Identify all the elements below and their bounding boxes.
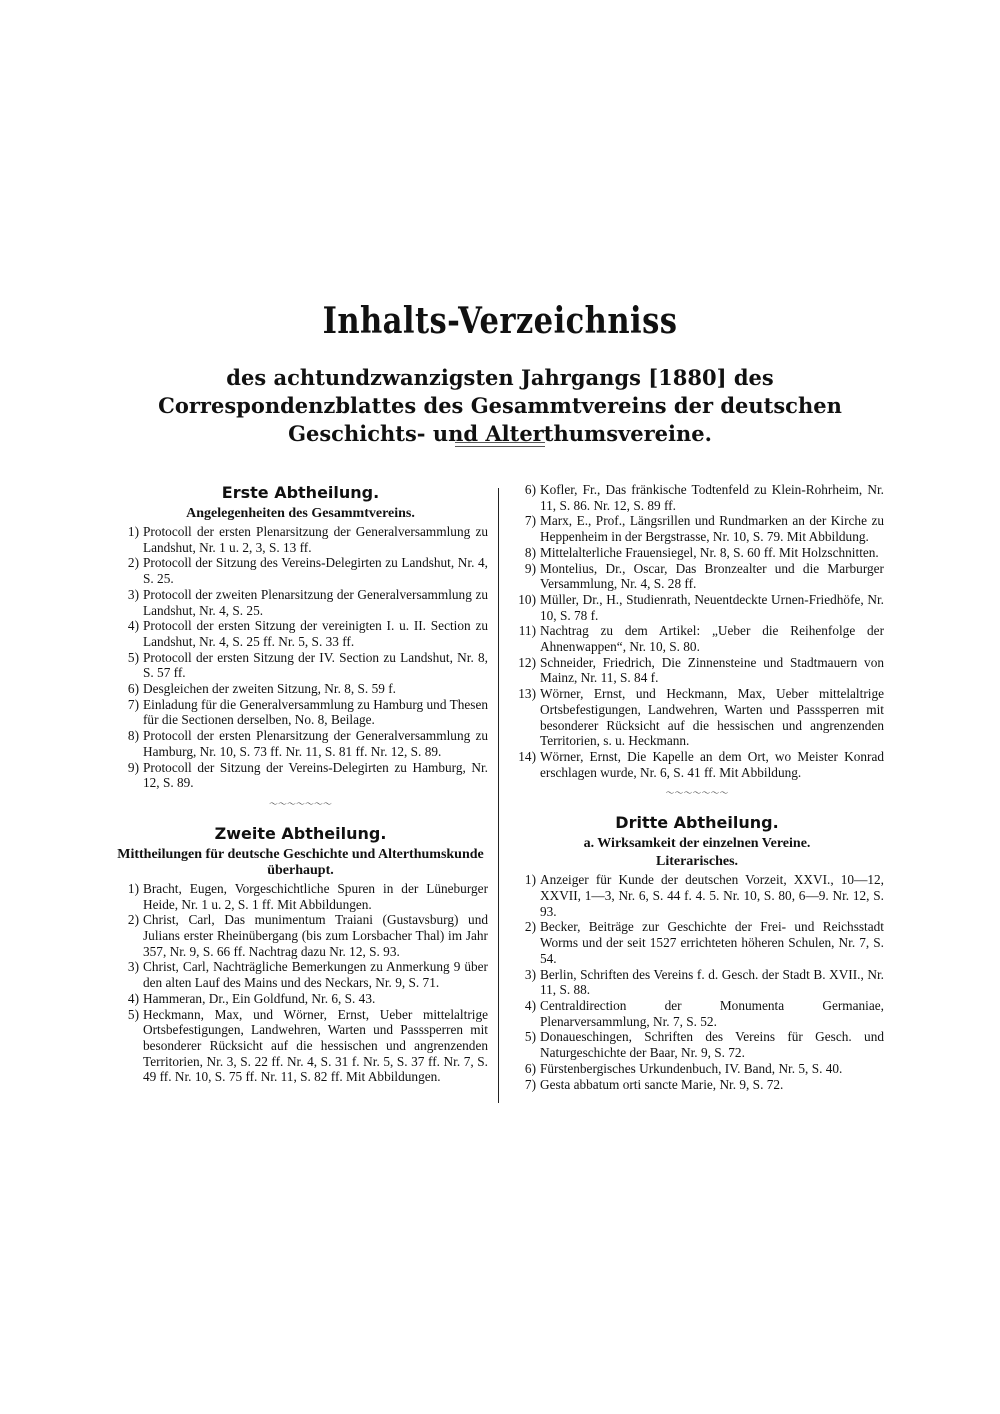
- entry-number: 1): [127, 524, 139, 539]
- entry-number: 8): [127, 728, 139, 744]
- entry-number: 5): [127, 649, 139, 665]
- entry-number: 4): [127, 990, 139, 1006]
- list-item: [113, 681, 488, 697]
- list-item: [510, 561, 884, 592]
- entry-text: Protocoll der ersten Plenarsitzung der Generalversammlung zu Landshut, Nr. 1 u. 2, 3, S. 13 ff.: [143, 524, 488, 555]
- list-item: [113, 959, 488, 990]
- section-ornament: ～～～～～～～: [665, 788, 729, 799]
- list-item: [113, 760, 488, 791]
- entry-number: 10): [518, 591, 536, 607]
- page-subtitle: des achtundzwanzigsten Jahrgangs [1880] des Correspondenzblattes des Gesammtvereins der deutschen Geschichts- und Alterthumsvereine.: [158, 365, 842, 446]
- section-subheading-erste: Angelegenheiten des Gesammtvereins.: [186, 506, 415, 521]
- entry-number: 1): [127, 880, 139, 896]
- section-heading-erste: Erste Abtheilung.: [221, 483, 380, 502]
- entry-text: Gesta abbatum orti sancte Marie, Nr. 9, S. 72.: [540, 1076, 784, 1092]
- entry-number: 3): [127, 959, 139, 975]
- entry-list-erste: [113, 524, 488, 791]
- entry-number: 3): [127, 586, 139, 602]
- title-divider: [455, 442, 545, 447]
- list-item: [510, 1029, 884, 1060]
- list-item: [113, 618, 488, 649]
- entry-text: Protocoll der ersten Sitzung der vereinigten I. u. II. Section zu Landshut, Nr. 4, S. 25 ff. Nr. 5, S. 33 ff.: [143, 618, 488, 649]
- list-item: [113, 881, 488, 912]
- entry-text: Protocoll der ersten Sitzung der IV. Section zu Landshut, Nr. 8, S. 57 ff.: [143, 649, 488, 681]
- entry-number: 5): [127, 1006, 139, 1022]
- entry-text: Hammeran, Dr., Ein Goldfund, Nr. 6, S. 43.: [143, 990, 376, 1006]
- entry-text: Nachtrag zu dem Artikel: „Ueber die Reihenfolge der Ahnenwappen“, Nr. 10, S. 80.: [540, 623, 884, 655]
- entry-number: 2): [127, 912, 139, 928]
- list-item: [510, 967, 884, 998]
- entry-text: Montelius, Dr., Oscar, Das Bronzealter und die Marburger Versammlung, Nr. 4, S. 28 ff.: [540, 560, 884, 592]
- list-item: [510, 749, 884, 780]
- entry-number: 2): [524, 919, 536, 935]
- entry-text: Kofler, Fr., Das fränkische Todtenfeld zu Klein-Rohrheim, Nr. 11, S. 86. Nr. 12, S. 89 ff.: [540, 482, 884, 513]
- list-item: [113, 555, 488, 586]
- entry-text: Christ, Carl, Nachträgliche Bemerkungen zu Anmerkung 9 über den alten Lauf des Mains und des Neckars, Nr. 9, S. 71.: [143, 959, 488, 991]
- entry-text: Protocoll der zweiten Plenarsitzung der Generalversammlung zu Landshut, Nr. 4, S. 25.: [143, 586, 488, 618]
- list-item: [510, 623, 884, 654]
- entry-number: 12): [518, 654, 536, 670]
- entry-number: 11): [518, 623, 536, 639]
- section-subheading-dritte-a: a. Wirksamkeit der einzelnen Vereine.: [583, 836, 811, 852]
- list-item: [113, 728, 488, 759]
- entry-number: 7): [127, 696, 139, 712]
- entry-text: Centraldirection der Monumenta Germaniae, Plenarversammlung, Nr. 7, S. 52.: [540, 997, 884, 1029]
- section-heading-zweite: Zweite Abtheilung.: [214, 823, 387, 843]
- section-ornament: ～～～～～～～: [268, 798, 332, 809]
- entry-list-zweite: [113, 881, 488, 1085]
- entry-number: 1): [524, 872, 536, 888]
- entry-number: 7): [524, 513, 536, 529]
- list-item: [113, 524, 488, 555]
- right-column: [510, 482, 884, 1092]
- entry-text: Anzeiger für Kunde der deutschen Vorzeit, XXVI., 10—12, XXVII, 1—3, Nr. 6, S. 44 f. 4. 5. Nr. 10, S. 80, 6—9. Nr. 12, S. 93.: [540, 872, 884, 919]
- entry-number: 6): [524, 1060, 536, 1076]
- entry-number: 2): [127, 555, 139, 571]
- list-item: [113, 587, 488, 618]
- entry-number: 14): [518, 748, 536, 764]
- left-column: [113, 482, 488, 1085]
- entry-number: 4): [127, 618, 139, 634]
- entry-text: Heckmann, Max, und Wörner, Ernst, Ueber mittelaltrige Ortsbefestigungen, Landwehren, Warten und Passsperren mit besonderer Rücksicht auf die hessischen und angrenzenden Territorien, Nr. 3, S. 22 ff. Nr. 4, S. 31 f. Nr. 5, S. 37 ff. Nr. 7, S. 49 ff. Nr. 10, S. 75 ff. Nr. 11, S. 82 ff. Mit Abbildungen.: [143, 1006, 488, 1085]
- entry-number: 13): [518, 686, 536, 702]
- entry-text: Müller, Dr., H., Studienrath, Neuentdeckte Urnen-Friedhöfe, Nr. 10, S. 78 f.: [540, 591, 884, 623]
- entry-text: Donaueschingen, Schriften des Vereins für Gesch. und Naturgeschichte der Baar, Nr. 9, S. 72.: [540, 1029, 884, 1061]
- entry-text: Bracht, Eugen, Vorgeschichtliche Spuren in der Lüneburger Heide, Nr. 1 u. 2, S. 1 ff. Mit Abbildungen.: [143, 880, 488, 912]
- entry-text: Mittelalterliche Frauensiegel, Nr. 8, S. 60 ff. Mit Holzschnitten.: [540, 544, 879, 560]
- list-item: [510, 592, 884, 623]
- entry-text: Fürstenbergisches Urkundenbuch, IV. Band, Nr. 5, S. 40.: [540, 1060, 843, 1076]
- entry-text: Protocoll der Sitzung der Vereins-Delegirten zu Hamburg, Nr. 12, S. 89.: [143, 759, 488, 791]
- entry-number: 3): [524, 966, 536, 982]
- entry-text: Wörner, Ernst, Die Kapelle an dem Ort, wo Meister Konrad erschlagen wurde, Nr. 6, S. 41 ff. Mit Abbildung.: [540, 748, 884, 780]
- list-item: [510, 919, 884, 966]
- entry-number: 6): [524, 482, 536, 497]
- entry-number: 4): [524, 997, 536, 1013]
- section-subheading-zweite: Mittheilungen für deutsche Geschichte und Alterthumskunde überhaupt.: [117, 846, 484, 878]
- list-item: [510, 482, 884, 513]
- list-item: [510, 655, 884, 686]
- entry-text: Christ, Carl, Das munimentum Traiani (Gustavsburg) und Julians erster Rheinübergang (bis zum Lorsbacher Thal) im Jahr 357, Nr. 9, S. 66 ff. Nachtrag dazu Nr. 12, S. 93.: [143, 912, 488, 959]
- list-item: [113, 697, 488, 728]
- list-item: [113, 650, 488, 681]
- entry-number: 8): [524, 544, 536, 560]
- entry-text: Protocoll der Sitzung des Vereins-Delegirten zu Landshut, Nr. 4, S. 25.: [143, 555, 488, 587]
- entry-text: Becker, Beiträge zur Geschichte der Frei- und Reichsstadt Worms und der seit 1527 errichteten höheren Schulen, Nr. 7, S. 54.: [540, 919, 884, 966]
- list-item: [510, 872, 884, 919]
- entry-number: 9): [127, 759, 139, 775]
- list-item: [113, 991, 488, 1007]
- list-item: [113, 912, 488, 959]
- list-item: [510, 686, 884, 749]
- entry-text: Wörner, Ernst, und Heckmann, Max, Ueber mittelaltrige Ortsbefestigungen, Landwehren, Warten und Passsperren mit besonderer Rücksicht auf die hessischen und angrenzenden Territorien, s. u. Heckmann.: [540, 686, 884, 749]
- entry-number: 6): [127, 681, 139, 697]
- entry-text: Protocoll der ersten Plenarsitzung der Generalversammlung zu Hamburg, Nr. 10, S. 73 ff. Nr. 11, S. 81 ff. Nr. 12, S. 89.: [143, 728, 488, 759]
- column-divider: [498, 488, 499, 1103]
- entry-list-dritte: [510, 872, 884, 1092]
- list-item: [113, 1007, 488, 1086]
- list-item: [510, 998, 884, 1029]
- entry-text: Desgleichen der zweiten Sitzung, Nr. 8, S. 59 f.: [143, 681, 396, 697]
- page-title: Inhalts-Verzeichniss: [322, 300, 678, 342]
- entry-text: Schneider, Friedrich, Die Zinnensteine und Stadtmauern von Mainz, Nr. 11, S. 84 f.: [540, 654, 884, 686]
- list-item: [510, 1061, 884, 1077]
- list-item: [510, 513, 884, 544]
- entry-text: Marx, E., Prof., Längsrillen und Rundmarken an der Kirche zu Heppenheim in der Bergstrasse, Nr. 10, S. 79. Mit Abbildung.: [540, 513, 884, 545]
- entry-number: 9): [524, 560, 536, 576]
- entry-text: Berlin, Schriften des Vereins f. d. Gesch. der Stadt B. XVII., Nr. 11, S. 88.: [540, 966, 884, 998]
- entry-text: Einladung für die Generalversammlung zu Hamburg und Thesen für die Sectionen derselben, No. 8, Beilage.: [143, 696, 488, 728]
- list-item: [510, 545, 884, 561]
- entry-number: 7): [524, 1076, 536, 1092]
- entry-number: 5): [524, 1029, 536, 1045]
- section-subheading-dritte-b: Literarisches.: [655, 854, 739, 870]
- section-heading-dritte: Dritte Abtheilung.: [615, 813, 779, 833]
- list-item: [510, 1077, 884, 1093]
- entry-list-zweite-continued: [510, 482, 884, 780]
